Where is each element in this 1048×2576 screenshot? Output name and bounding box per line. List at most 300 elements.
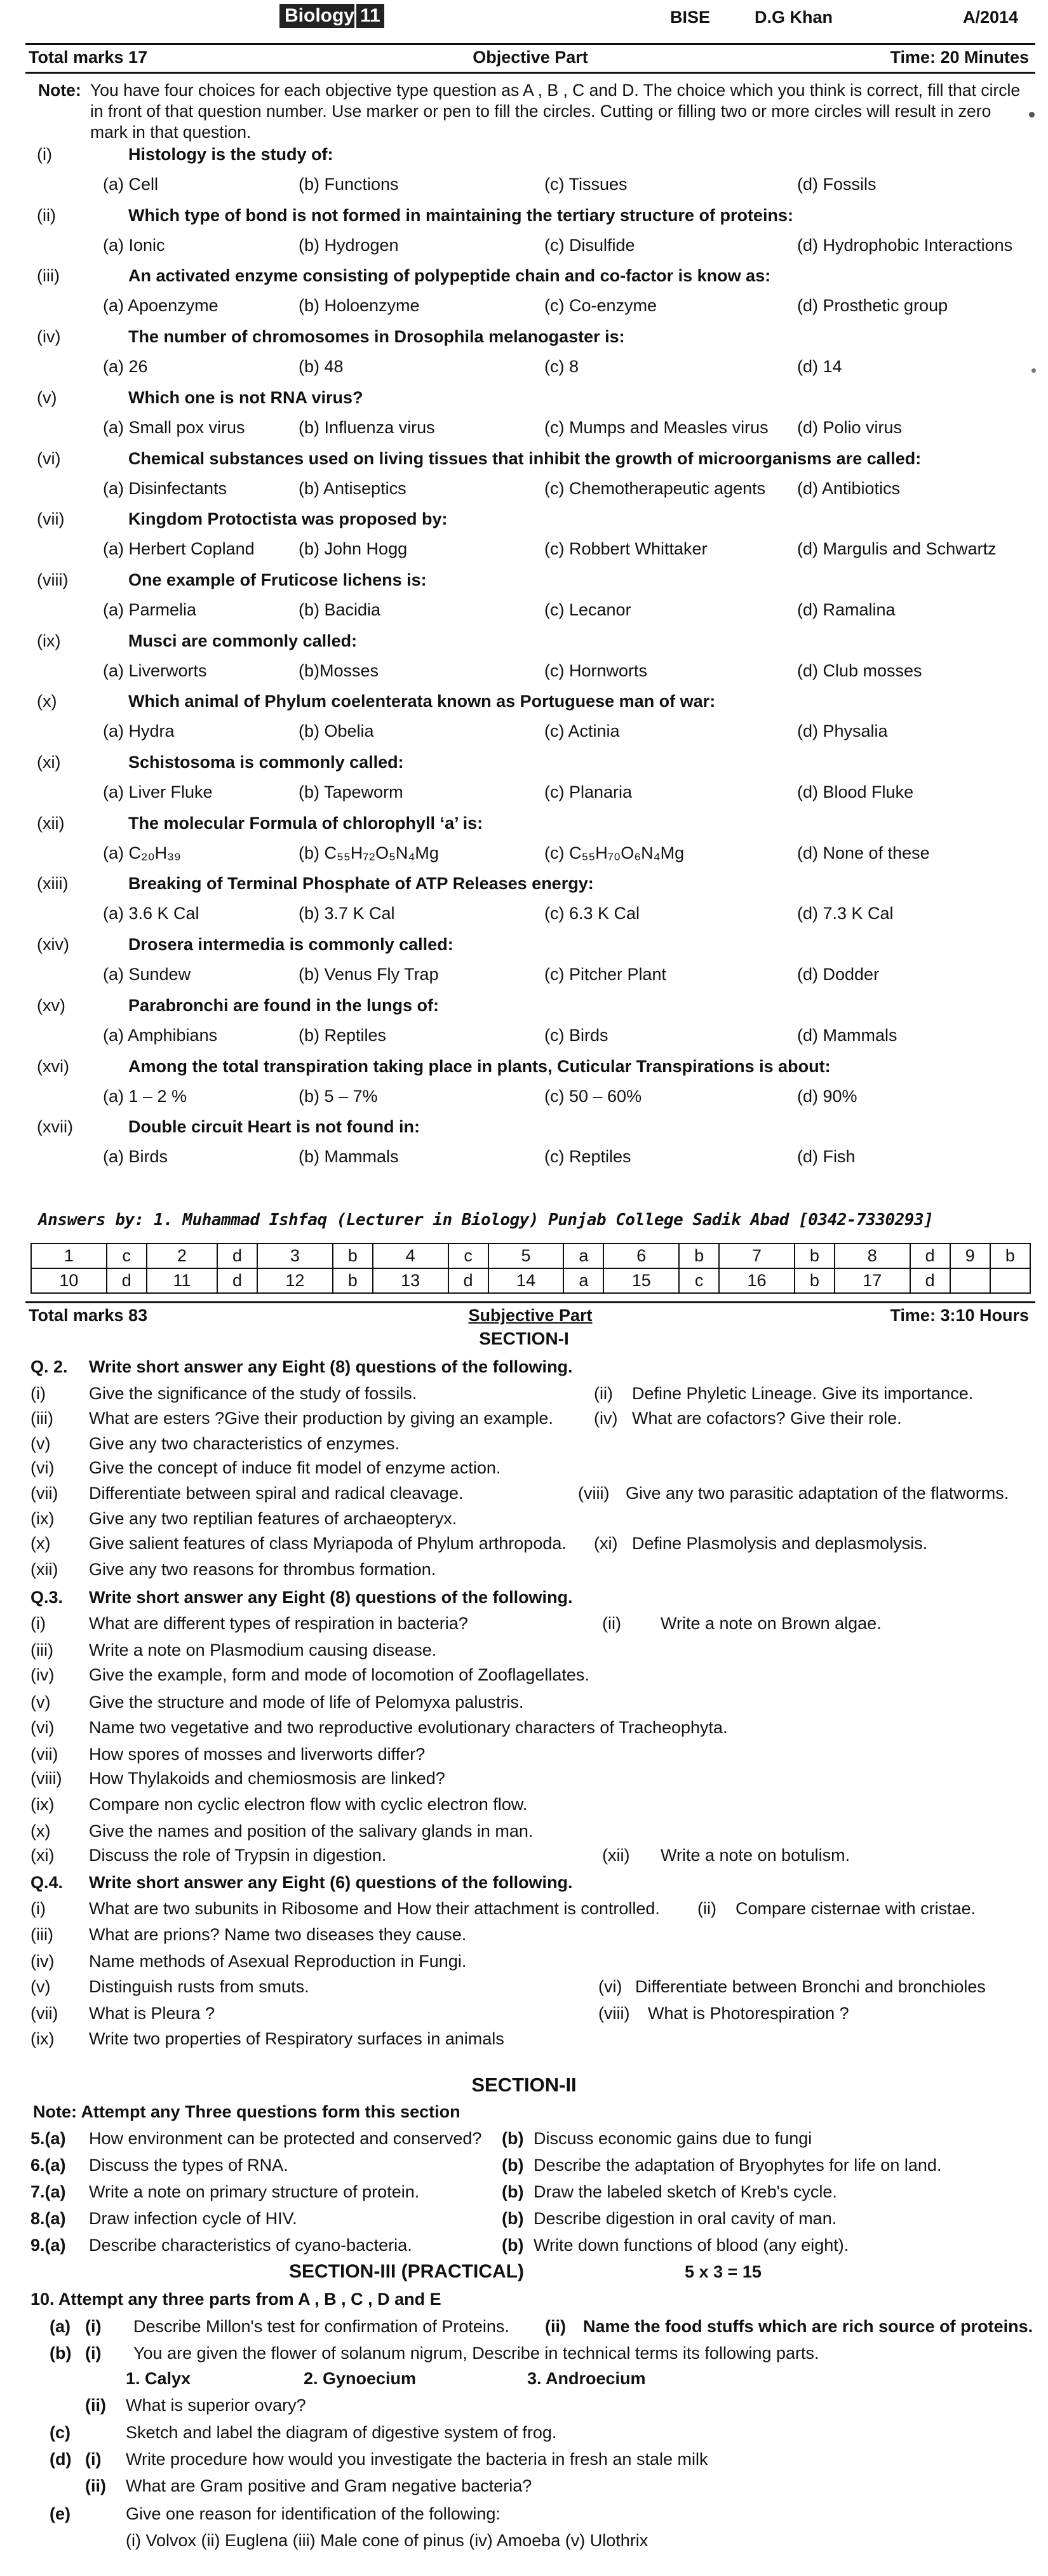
sub-label-i: (i) bbox=[85, 2450, 102, 2469]
sub-label-ii: (ii) bbox=[545, 2317, 566, 2336]
question-number: (xiv) bbox=[37, 935, 69, 955]
answer-choice-cell: c bbox=[107, 1244, 147, 1268]
question-text: Schistosoma is commonly called: bbox=[128, 753, 404, 772]
question-number: (v) bbox=[37, 387, 57, 407]
option-c: (c) Robbert Whittaker bbox=[544, 539, 708, 559]
short-question-number: (xii) bbox=[30, 1560, 58, 1579]
paper-header bbox=[0, 0, 1048, 32]
option-a: (a) Herbert Copland bbox=[103, 539, 255, 559]
option-d: (d) Fossils bbox=[797, 175, 877, 194]
option-c: (c) Pitcher Plant bbox=[544, 965, 667, 984]
short-question-text: How Thylakoids and chemiosmosis are linked? bbox=[89, 1769, 445, 1788]
city-label: D.G Khan bbox=[755, 8, 833, 27]
answer-choice-cell: d bbox=[448, 1268, 488, 1293]
long-question-part-b: Discuss economic gains due to fungi bbox=[534, 2129, 812, 2148]
short-question-number: (x) bbox=[30, 1821, 51, 1841]
long-question-number: 6.(a) bbox=[30, 2156, 66, 2175]
mcq-question bbox=[25, 260, 1035, 320]
option-c: (c) Co-enzyme bbox=[544, 296, 657, 316]
option-a: (a) Sundew bbox=[103, 965, 191, 984]
option-d: (d) Prosthetic group bbox=[797, 296, 948, 316]
practical-a-ii: Name the food stuffs which are rich source of proteins. bbox=[583, 2317, 1033, 2336]
answer-number-cell: 13 bbox=[373, 1268, 448, 1293]
long-question-number: 5.(a) bbox=[30, 2129, 66, 2148]
option-d: (d) Physalia bbox=[797, 721, 888, 741]
short-question-text: Give salient features of class Myriapoda of Phylum arthropoda. bbox=[89, 1534, 567, 1553]
short-question-text: Give the structure and mode of life of Pelomyxa palustris. bbox=[89, 1693, 524, 1712]
option-b: (b) Reptiles bbox=[299, 1025, 387, 1045]
option-d: (d) Club mosses bbox=[797, 661, 922, 680]
long-question-part-a: Describe characteristics of cyano-bacteria. bbox=[89, 2236, 412, 2255]
option-c: (c) 8 bbox=[544, 357, 579, 377]
objective-title: Objective Part bbox=[473, 48, 588, 67]
long-question-b-label: (b) bbox=[502, 2236, 524, 2255]
question-heading-text: Write short answer any Eight (6) questions of the following. bbox=[89, 1873, 573, 1892]
short-question-number: (ix) bbox=[30, 1509, 55, 1528]
sub-label-i: (i) bbox=[85, 2344, 102, 2363]
practical-a-i: Describe Millon's test for confirmation of Proteins. bbox=[133, 2317, 509, 2336]
option-c: (c) Planaria bbox=[544, 782, 633, 802]
objective-total-marks: Total marks 17 bbox=[29, 48, 148, 67]
note-text: You have four choices for each objective type question as A , B , C and D. The choice which you think is correct, fill that circle in front of that question number. Use marker or pen to fill the circles. Cutting or filling two or more circles will result in zero mark in that question. bbox=[90, 81, 1021, 142]
answer-choice-cell: d bbox=[910, 1244, 950, 1268]
question-text: Musci are commonly called: bbox=[128, 631, 358, 650]
practical-d-ii: What are Gram positive and Gram negative bacteria? bbox=[126, 2476, 532, 2495]
short-question-number: (vi) bbox=[30, 1458, 55, 1477]
question-number: (vii) bbox=[37, 509, 65, 529]
option-b: (b) 3.7 K Cal bbox=[299, 904, 395, 923]
mcq-question bbox=[25, 868, 1035, 928]
long-question-part-b: Describe the adaptation of Bryophytes for life on land. bbox=[534, 2156, 942, 2175]
option-c: (c) Reptiles bbox=[544, 1147, 631, 1167]
option-b: (b) C₅₅H₇₂O₅N₄Mg bbox=[299, 843, 439, 862]
question-text: Double circuit Heart is not found in: bbox=[128, 1117, 420, 1137]
option-b: (b) Venus Fly Trap bbox=[299, 965, 439, 984]
option-b: (b) 5 – 7% bbox=[299, 1086, 378, 1106]
option-d: (d) Dodder bbox=[797, 965, 880, 984]
answer-number-cell: 17 bbox=[835, 1268, 910, 1293]
answer-choice-cell: a bbox=[563, 1244, 603, 1268]
question-text: Which animal of Phylum coelenterata known as Portuguese man of war: bbox=[128, 692, 716, 711]
answer-number-cell bbox=[950, 1268, 990, 1293]
option-a: (a) Birds bbox=[103, 1147, 168, 1167]
flower-part: 2. Gynoecium bbox=[304, 2369, 417, 2388]
long-question-part-a: How environment can be protected and conserved? bbox=[89, 2129, 482, 2148]
part-label-a: (a) bbox=[50, 2317, 71, 2336]
option-a: (a) Liver Fluke bbox=[103, 782, 213, 802]
question-text: Which one is not RNA virus? bbox=[128, 387, 363, 407]
option-b: (b) Tapeworm bbox=[299, 782, 403, 802]
answers-credit: Answers by: 1. Muhammad Ishfaq (Lecturer in Biology) Punjab College Sadik Abad [0342-7330293] bbox=[38, 1211, 934, 1230]
option-b: (b) Bacidia bbox=[299, 600, 381, 619]
long-question-b-label: (b) bbox=[502, 2209, 524, 2228]
short-question-number: (xii) bbox=[602, 1846, 630, 1865]
option-d: (d) Margulis and Schwartz bbox=[797, 539, 997, 559]
question-text: Kingdom Protoctista was proposed by: bbox=[128, 509, 448, 529]
answer-choice-cell: c bbox=[448, 1244, 488, 1268]
answer-key-row bbox=[31, 1244, 1030, 1268]
answer-number-cell: 3 bbox=[257, 1244, 333, 1268]
question-number: (xiii) bbox=[37, 874, 69, 894]
short-question-number: (v) bbox=[30, 1977, 51, 1996]
option-d: (d) 7.3 K Cal bbox=[797, 904, 894, 923]
section-3-heading: SECTION-III (PRACTICAL) bbox=[289, 2261, 524, 2282]
option-c: (c) Actinia bbox=[544, 721, 620, 741]
question-text: Parabronchi are found in the lungs of: bbox=[128, 995, 440, 1015]
class-badge: 11 bbox=[354, 4, 384, 28]
short-question-text: Name methods of Asexual Reproduction in Fungi. bbox=[89, 1952, 467, 1971]
option-d: (d) Polio virus bbox=[797, 417, 903, 437]
short-question-text: Compare non cyclic electron flow with cyclic electron flow. bbox=[89, 1795, 528, 1814]
short-question-text: What are prions? Name two diseases they cause. bbox=[89, 1925, 467, 1944]
short-question-text: Define Phyletic Lineage. Give its importance. bbox=[632, 1384, 974, 1403]
question-heading-number: Q.4. bbox=[30, 1873, 64, 1892]
option-a: (a) Hydra bbox=[103, 721, 175, 741]
short-question-number: (iii) bbox=[30, 1925, 53, 1944]
option-a: (a) Liverworts bbox=[103, 661, 207, 680]
mcq-question bbox=[25, 382, 1035, 442]
option-a: (a) 26 bbox=[103, 357, 148, 377]
question-heading-number: Q.3. bbox=[30, 1588, 64, 1607]
short-question-number: (v) bbox=[30, 1434, 51, 1453]
option-d: (d) 90% bbox=[797, 1086, 857, 1106]
section-2-heading: SECTION-II bbox=[471, 2074, 577, 2096]
answer-choice-cell: d bbox=[910, 1268, 950, 1293]
question-number: (ii) bbox=[37, 205, 56, 225]
answer-number-cell: 8 bbox=[835, 1244, 910, 1268]
option-a: (a) C₂₀H₃₉ bbox=[103, 843, 181, 862]
short-question-number: (vi) bbox=[598, 1977, 622, 1996]
option-a: (a) Apoenzyme bbox=[103, 296, 218, 316]
option-a: (a) Small pox virus bbox=[103, 417, 245, 437]
short-question-text: Define Plasmolysis and deplasmolysis. bbox=[632, 1534, 928, 1553]
option-a: (a) Amphibians bbox=[103, 1025, 218, 1045]
practical-e: Give one reason for identification of the following: bbox=[126, 2504, 500, 2523]
short-question-number: (iv) bbox=[594, 1409, 618, 1428]
option-c: (c) Chemotherapeutic agents bbox=[544, 478, 766, 498]
short-question-text: How spores of mosses and liverworts differ? bbox=[89, 1745, 426, 1764]
answer-key-table bbox=[30, 1243, 1031, 1294]
sub-label-ii: (ii) bbox=[85, 2476, 106, 2495]
short-question-number: (i) bbox=[30, 1614, 46, 1633]
question-heading-number: Q. 2. bbox=[30, 1357, 68, 1376]
short-question-text: Give the significance of the study of fossils. bbox=[89, 1384, 417, 1403]
short-question-number: (iv) bbox=[30, 1952, 55, 1971]
answer-number-cell: 10 bbox=[31, 1268, 107, 1293]
note-label: Note: bbox=[38, 81, 81, 100]
short-question-text: What are different types of respiration in bacteria? bbox=[89, 1614, 468, 1633]
answer-number-cell: 16 bbox=[719, 1268, 795, 1293]
short-question-number: (iii) bbox=[30, 1409, 53, 1428]
answer-choice-cell: b bbox=[333, 1244, 373, 1268]
board-label: BISE bbox=[670, 8, 711, 27]
long-question-number: 9.(a) bbox=[30, 2236, 66, 2255]
answer-choice-cell: b bbox=[333, 1268, 373, 1293]
short-question-text: Write a note on Plasmodium causing disease. bbox=[89, 1640, 437, 1660]
sub-label-i: (i) bbox=[85, 2317, 102, 2336]
short-question-text: What are esters ?Give their production by giving an example. bbox=[89, 1409, 553, 1428]
question-text: Which type of bond is not formed in maintaining the tertiary structure of proteins: bbox=[128, 205, 794, 225]
answer-number-cell: 11 bbox=[147, 1268, 217, 1293]
question-number: (x) bbox=[37, 692, 57, 711]
mcq-question bbox=[25, 564, 1035, 624]
short-question-number: (v) bbox=[30, 1693, 51, 1712]
answer-number-cell: 7 bbox=[719, 1244, 795, 1268]
question-number: (xv) bbox=[37, 995, 65, 1015]
long-question-part-a: Write a note on primary structure of protein. bbox=[89, 2182, 420, 2201]
part-label-c: (c) bbox=[50, 2423, 71, 2442]
short-question-text: Write a note on botulism. bbox=[661, 1846, 850, 1865]
question-heading-text: Write short answer any Eight (8) questions of the following. bbox=[89, 1357, 573, 1376]
option-b: (b)Mosses bbox=[299, 661, 379, 680]
answer-choice-cell: b bbox=[990, 1244, 1030, 1268]
short-question-text: Give the names and position of the salivary glands in man. bbox=[89, 1821, 534, 1841]
long-question-b-label: (b) bbox=[502, 2129, 524, 2148]
answer-choice-cell: a bbox=[563, 1268, 603, 1293]
answer-number-cell: 14 bbox=[488, 1268, 564, 1293]
question-text: An activated enzyme consisting of polypeptide chain and co-factor is know as: bbox=[128, 266, 771, 286]
short-question-text: Differentiate between spiral and radical cleavage. bbox=[89, 1484, 464, 1503]
option-b: (b) Mammals bbox=[299, 1147, 399, 1167]
question-number: (xii) bbox=[37, 813, 65, 833]
question-text: Drosera intermedia is commonly called: bbox=[128, 935, 453, 955]
option-c: (c) Lecanor bbox=[544, 600, 631, 619]
year-label: A/2014 bbox=[963, 8, 1019, 27]
subjective-title: Subjective Part bbox=[468, 1306, 593, 1325]
option-b: (b) Functions bbox=[299, 175, 399, 194]
long-question-part-b: Describe digestion in oral cavity of man. bbox=[534, 2209, 837, 2228]
short-question-number: (ix) bbox=[30, 1795, 55, 1814]
short-question-number: (x) bbox=[30, 1534, 51, 1553]
answer-choice-cell: d bbox=[107, 1268, 147, 1293]
sub-label-ii: (ii) bbox=[85, 2396, 106, 2415]
long-question-part-b: Draw the labeled sketch of Kreb's cycle. bbox=[534, 2182, 837, 2201]
flower-part: 1. Calyx bbox=[126, 2369, 191, 2388]
short-question-number: (vi) bbox=[30, 1718, 55, 1737]
flower-part: 3. Androecium bbox=[527, 2369, 646, 2388]
divider bbox=[25, 72, 1035, 74]
practical-marks: 5 x 3 = 15 bbox=[685, 2262, 762, 2281]
answer-number-cell: 9 bbox=[950, 1244, 990, 1268]
subjective-bar bbox=[25, 1303, 1035, 1329]
short-question-text: Differentiate between Bronchi and bronchioles bbox=[635, 1977, 986, 1996]
mcq-question bbox=[25, 625, 1035, 685]
question-text: One example of Fruticose lichens is: bbox=[128, 570, 427, 589]
answer-number-cell: 2 bbox=[147, 1244, 217, 1268]
option-a: (a) Parmelia bbox=[103, 600, 197, 619]
objective-note bbox=[38, 80, 1026, 143]
option-b: (b) Holoenzyme bbox=[299, 296, 420, 316]
short-question-number: (xi) bbox=[30, 1846, 55, 1865]
short-question-text: What are cofactors? Give their role. bbox=[632, 1409, 902, 1428]
long-question-number: 7.(a) bbox=[30, 2182, 66, 2201]
question-heading-text: Write short answer any Eight (8) questions of the following. bbox=[89, 1588, 573, 1607]
practical-d-i: Write procedure how would you investigate the bacteria in fresh an stale milk bbox=[126, 2450, 708, 2469]
short-question-number: (ii) bbox=[594, 1384, 613, 1403]
short-question-text: Give any two reasons for thrombus formation. bbox=[89, 1560, 436, 1579]
question-number: (xi) bbox=[37, 753, 61, 772]
section-2-note: Note: Attempt any Three questions form this section bbox=[33, 2102, 460, 2121]
mcq-question bbox=[25, 1050, 1035, 1111]
long-question-b-label: (b) bbox=[502, 2182, 524, 2201]
short-question-number: (ii) bbox=[602, 1614, 621, 1633]
question-number: (viii) bbox=[37, 570, 69, 589]
subjective-total-marks: Total marks 83 bbox=[29, 1306, 148, 1325]
short-question-text: Name two vegetative and two reproductive evolutionary characters of Tracheophyta. bbox=[89, 1718, 728, 1737]
option-b: (b) 48 bbox=[299, 357, 344, 377]
mcq-question bbox=[25, 685, 1035, 746]
short-question-text: Compare cisternae with cristae. bbox=[736, 1899, 976, 1918]
short-question-text: What are two subunits in Ribosome and How their attachment is controlled. bbox=[89, 1899, 660, 1918]
short-question-number: (ix) bbox=[30, 2029, 55, 2048]
short-question-number: (viii) bbox=[578, 1484, 610, 1503]
option-d: (d) None of these bbox=[797, 843, 930, 862]
mcq-question bbox=[25, 503, 1035, 563]
part-label-d: (d) bbox=[50, 2450, 72, 2469]
practical-e-list: (i) Volvox (ii) Euglena (iii) Male cone of pinus (iv) Amoeba (v) Ulothrix bbox=[126, 2531, 648, 2550]
mcq-question bbox=[25, 1111, 1035, 1171]
answer-number-cell: 6 bbox=[603, 1244, 679, 1268]
option-b: (b) Influenza virus bbox=[299, 417, 435, 437]
short-question-number: (iv) bbox=[30, 1665, 55, 1684]
option-d: (d) 14 bbox=[797, 357, 842, 377]
short-question-number: (vii) bbox=[30, 2004, 58, 2023]
mcq-question bbox=[25, 746, 1035, 807]
short-question-number: (vii) bbox=[30, 1745, 58, 1764]
short-question-text: Give the concept of induce fit model of enzyme action. bbox=[89, 1458, 501, 1477]
question-number: (ix) bbox=[37, 631, 61, 650]
answer-choice-cell: b bbox=[679, 1244, 719, 1268]
option-b: (b) Antiseptics bbox=[299, 478, 406, 498]
long-question-number: 8.(a) bbox=[30, 2209, 66, 2228]
answer-number-cell: 1 bbox=[31, 1244, 107, 1268]
mcq-question bbox=[25, 989, 1035, 1050]
answer-choice-cell: d bbox=[217, 1244, 257, 1268]
answer-number-cell: 4 bbox=[373, 1244, 448, 1268]
short-question-text: Give the example, form and mode of locomotion of Zooflagellates. bbox=[89, 1665, 589, 1684]
option-c: (c) Tissues bbox=[544, 175, 628, 194]
option-a: (a) Ionic bbox=[103, 235, 165, 255]
speck-mark bbox=[1031, 368, 1036, 373]
option-c: (c) 6.3 K Cal bbox=[544, 904, 640, 923]
part-label-e: (e) bbox=[50, 2504, 71, 2523]
practical-b-ii: What is superior ovary? bbox=[126, 2396, 306, 2415]
option-a: (a) 3.6 K Cal bbox=[103, 904, 199, 923]
short-question-text: Write a note on Brown algae. bbox=[661, 1614, 882, 1633]
long-question-part-a: Discuss the types of RNA. bbox=[89, 2156, 288, 2175]
answer-choice-cell: d bbox=[217, 1268, 257, 1293]
answer-number-cell: 15 bbox=[603, 1268, 679, 1293]
question-number: (i) bbox=[37, 145, 52, 164]
question-number: (xvii) bbox=[37, 1117, 73, 1137]
short-question-text: Give any two reptilian features of archaeopteryx. bbox=[89, 1509, 457, 1528]
subjective-time: Time: 3:10 Hours bbox=[890, 1306, 1029, 1325]
short-question-text: Write two properties of Respiratory surfaces in animals bbox=[89, 2029, 504, 2048]
option-d: (d) Ramalina bbox=[797, 600, 896, 619]
short-question-number: (i) bbox=[30, 1384, 46, 1403]
short-question-text: What is Pleura ? bbox=[89, 2004, 215, 2023]
long-question-b-label: (b) bbox=[502, 2156, 524, 2175]
question-text: Histology is the study of: bbox=[128, 145, 333, 164]
speck-mark bbox=[1029, 112, 1035, 117]
mcq-question bbox=[25, 443, 1035, 503]
option-c: (c) Birds bbox=[544, 1025, 608, 1045]
short-question-text: What is Photorespiration ? bbox=[648, 2004, 849, 2023]
question-text: Chemical substances used on living tissues that inhibit the growth of microorganisms are called: bbox=[128, 448, 922, 468]
question-text: The molecular Formula of chlorophyll ‘a’ is: bbox=[128, 813, 483, 833]
question-number: (iv) bbox=[37, 327, 61, 347]
objective-bar bbox=[25, 45, 1035, 70]
mcq-question bbox=[25, 321, 1035, 381]
option-a: (a) Disinfectants bbox=[103, 478, 227, 498]
question-text: Breaking of Terminal Phosphate of ATP Releases energy: bbox=[128, 874, 594, 894]
part-label-b: (b) bbox=[50, 2344, 72, 2363]
option-a: (a) 1 – 2 % bbox=[103, 1086, 187, 1106]
answer-number-cell: 12 bbox=[257, 1268, 333, 1293]
option-d: (d) Fish bbox=[797, 1147, 856, 1167]
long-question-part-b: Write down functions of blood (any eight). bbox=[534, 2236, 849, 2255]
option-d: (d) Hydrophobic Interactions bbox=[797, 235, 1013, 255]
short-question-text: Distinguish rusts from smuts. bbox=[89, 1977, 309, 1996]
option-c: (c) Disulfide bbox=[544, 235, 635, 255]
mcq-question bbox=[25, 807, 1035, 868]
option-c: (c) Hornworts bbox=[544, 661, 648, 680]
section-1-heading: SECTION-I bbox=[479, 1329, 569, 1348]
answer-choice-cell: c bbox=[679, 1268, 719, 1293]
option-b: (b) Hydrogen bbox=[299, 235, 399, 255]
answer-choice-cell: b bbox=[795, 1244, 835, 1268]
question-number: (iii) bbox=[37, 266, 60, 286]
option-d: (d) Mammals bbox=[797, 1025, 897, 1045]
practical-b-i: You are given the flower of solanum nigrum, Describe in technical terms its following parts. bbox=[133, 2344, 819, 2363]
answer-choice-cell: b bbox=[795, 1268, 835, 1293]
mcq-question bbox=[25, 138, 1035, 199]
question-number: (vi) bbox=[37, 448, 61, 468]
short-question-number: (iii) bbox=[30, 1640, 53, 1660]
question-text: The number of chromosomes in Drosophila melanogaster is: bbox=[128, 327, 625, 347]
long-question-part-a: Draw infection cycle of HIV. bbox=[89, 2209, 297, 2228]
question-text: Among the total transpiration taking place in plants, Cuticular Transpirations is about: bbox=[128, 1056, 831, 1076]
mcq-question bbox=[25, 199, 1035, 260]
short-question-number: (vii) bbox=[30, 1484, 58, 1503]
answer-number-cell: 5 bbox=[488, 1244, 564, 1268]
answer-key-row bbox=[31, 1268, 1030, 1293]
question-number: (xvi) bbox=[37, 1056, 69, 1076]
option-d: (d) Antibiotics bbox=[797, 478, 901, 498]
short-question-number: (viii) bbox=[30, 1769, 62, 1788]
objective-time: Time: 20 Minutes bbox=[890, 48, 1029, 67]
short-question-number: (viii) bbox=[598, 2004, 630, 2023]
option-a: (a) Cell bbox=[103, 175, 159, 194]
practical-c: Sketch and label the diagram of digestive system of frog. bbox=[126, 2423, 557, 2442]
option-c: (c) C₅₅H₇₀O₆N₄Mg bbox=[544, 843, 685, 862]
short-question-number: (ii) bbox=[697, 1899, 716, 1918]
short-question-text: Give any two characteristics of enzymes. bbox=[89, 1434, 400, 1453]
option-b: (b) John Hogg bbox=[299, 539, 408, 559]
q10-instruction: 10. Attempt any three parts from A , B , C , D and E bbox=[30, 2290, 441, 2309]
subject-badge: Biology bbox=[279, 4, 359, 28]
option-c: (c) Mumps and Measles virus bbox=[544, 417, 769, 437]
short-question-text: Give any two parasitic adaptation of the flatworms. bbox=[626, 1484, 1009, 1503]
short-question-number: (i) bbox=[30, 1899, 46, 1918]
short-question-text: Discuss the role of Trypsin in digestion. bbox=[89, 1846, 387, 1865]
short-question-number: (xi) bbox=[594, 1534, 618, 1553]
option-c: (c) 50 – 60% bbox=[544, 1086, 642, 1106]
option-b: (b) Obelia bbox=[299, 721, 374, 741]
answer-choice-cell bbox=[990, 1268, 1030, 1293]
option-d: (d) Blood Fluke bbox=[797, 782, 914, 802]
mcq-question bbox=[25, 929, 1035, 989]
